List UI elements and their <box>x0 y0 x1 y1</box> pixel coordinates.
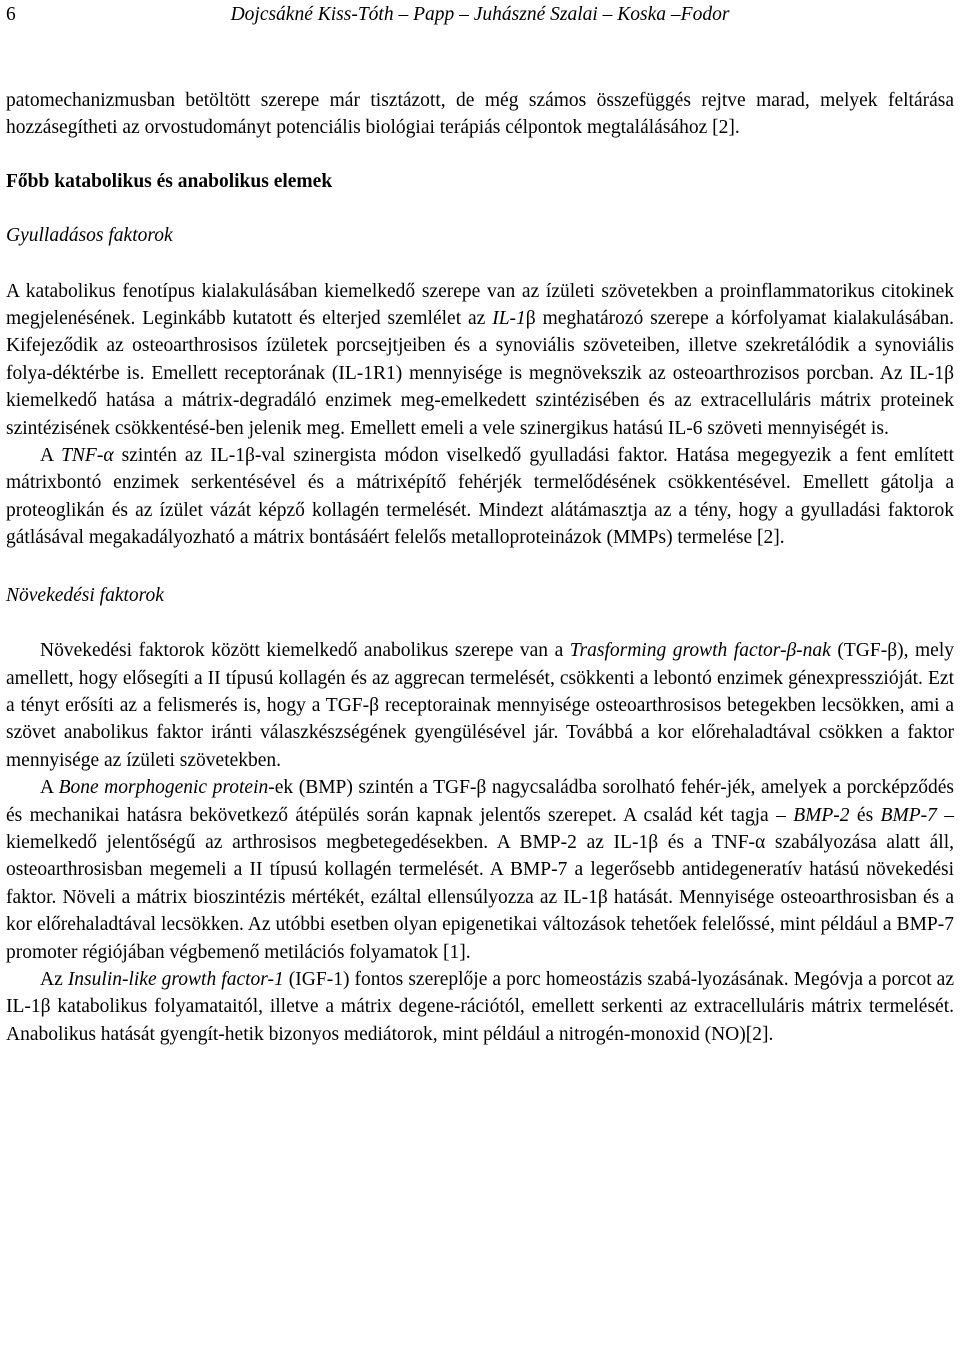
article-body <box>6 87 954 1048</box>
spacer <box>6 552 954 582</box>
text-run: A katabolikus fenotípus kialakulásában kiemelkedő szerepe van az ízületi szövetekben a proinflammatorikus citokinek megjelenésének. Leginkább kutatott és elterjed szemlélet az <box>6 280 954 330</box>
text-run: – kiemelkedő jelentőségű az arthrosisos megbetegedésekben. A BMP-2 az IL-1β és a TNF-α szabályozása alatt áll, osteoarthrosisban megemeli a II típusú kollagén termelését. A BMP-7 a legerősebb antidegeneratív hatású növekedési faktor. Növeli a mátrix bioszintézis mértékét, ezáltal ellensúlyozza az IL-1β hatását. Mennyisége osteoarthrosisban és a kor előrehaladtával lecsökken. Az utóbbi esetben olyan epigenetikai változások tehetőek felelőssé, mint például a BMP-7 promoter régiójában végbemenő metilációs folyamatok [1]. <box>6 804 954 963</box>
text-run: -ek (BMP) szintén a TGF-β nagycsaládba sorolható fehér-jék, amelyek a porcképződés és mechanikai hatásra bekövetkező átépülés során kapnak jelentős szerepet. A család két tagja – <box>6 777 954 826</box>
text-run: patomechanizmusban betöltött szerepe már tisztázott, de még számos összefüggés rejtve marad, melyek feltárása hozzásegítheti az orvostudományt potenciális biológiai terápiás célpontok megtalálásához [2]. <box>6 90 954 139</box>
page-number: 6 <box>6 4 16 25</box>
paragraph-tgf-beta <box>6 637 954 774</box>
text-run: A <box>40 777 59 799</box>
text-run: Az <box>40 968 68 990</box>
text-run: Növekedési faktorok között kiemelkedő anabolikus szerepe van a <box>40 640 570 662</box>
text-run: β meghatározó szerepe a kórfolyamat kialakulásában. Kifejeződik az osteoarthrosisos ízületek porcsejtjeiben és a synoviális szöveteiben, illetve szekretálódik a synoviális folya-déktérbe is. Emellett receptorának (IL-1R1) mennyisége is megnövekszik az osteoarthrozisos porcban. Az IL-1β kiemelkedő hatása a mátrix-degradáló enzimek meg-emelkedett szintézisében és az extracelluláris mátrix proteinek szintézisének csökkentésé-ben jelenik meg. Emellett emeli a vele szinergikus hatású IL-6 szöveti mennyiségét is. <box>6 308 954 439</box>
paragraph-bmp <box>6 774 954 966</box>
italic-term: IL-1 <box>492 308 526 330</box>
subsection-heading-growth: Növekedési faktorok <box>6 584 164 606</box>
italic-term: BMP-2 <box>793 804 850 826</box>
text-run: A <box>40 445 62 467</box>
text-run: (TGF-β), mely amellett, hogy elősegíti a II típusú kollagén és az aggrecan termelését, csökkenti a lebontó enzimek génexpresszióját. Ezt a tényt erősíti az a felismerés is, hogy a TGF-β receptorainak mennyisége osteoarthrosisos betegekben lecsökken, ami a szövet anabolikus faktor iránti válaszkészségének gyengülésével jár. Továbbá a kor előrehaladtával csökken a faktor mennyisége az ízületi szövetekben. <box>6 640 954 771</box>
paragraph-catabolic-il1 <box>6 278 954 442</box>
text-run: szintén az IL-1β-val szinergista módon viselkedő gyulladási faktor. Hatása megegyezik a fent említett mátrixbontó enzimek serkentésével és a mátrixépítő fehérjék termelődésének csökkentésével. Emellett gátolja a proteoglikán és az ízület vázát képző kollagén termelését. Mindezt alátámasztja az a tény, hogy a gyulladási faktorok gátlásával megakadályozható a mátrix bontásáért felelős metalloproteinázok (MMPs) termelése [2]. <box>6 445 954 549</box>
italic-term: Insulin-like growth factor-1 <box>67 968 284 990</box>
italic-term: Bone morphogenic protein <box>58 777 269 799</box>
paragraph-tnf-alpha <box>6 442 954 552</box>
subsection-heading-inflammatory: Gyulladásos faktorok <box>6 225 173 247</box>
text-run: és <box>849 804 881 826</box>
italic-term: BMP-7 <box>880 804 937 826</box>
running-header-authors: Dojcsákné Kiss-Tóth – Papp – Juhászné Szalai – Koska –Fodor <box>230 4 730 25</box>
running-header <box>6 2 954 28</box>
paragraph-intro-continued <box>6 87 954 142</box>
italic-term: TNF-α <box>61 445 114 467</box>
section-heading: Főbb katabolikus és anabolikus elemek <box>6 170 333 192</box>
paragraph-igf1 <box>6 966 954 1048</box>
italic-term: Trasforming growth factor-β-nak <box>569 640 831 662</box>
text-run: (IGF-1) fontos szereplője a porc homeostázis szabá-lyozásának. Megóvja a porcot az IL-1β katabolikus folyamataitól, illetve a mátrix degene-rációtól, emellett serkenti az extracelluláris mátrix termelését. Anabolikus hatását gyengít-hetik bizonyos mediátorok, mint például a nitrogén-monoxid (NO)[2]. <box>6 968 954 1045</box>
